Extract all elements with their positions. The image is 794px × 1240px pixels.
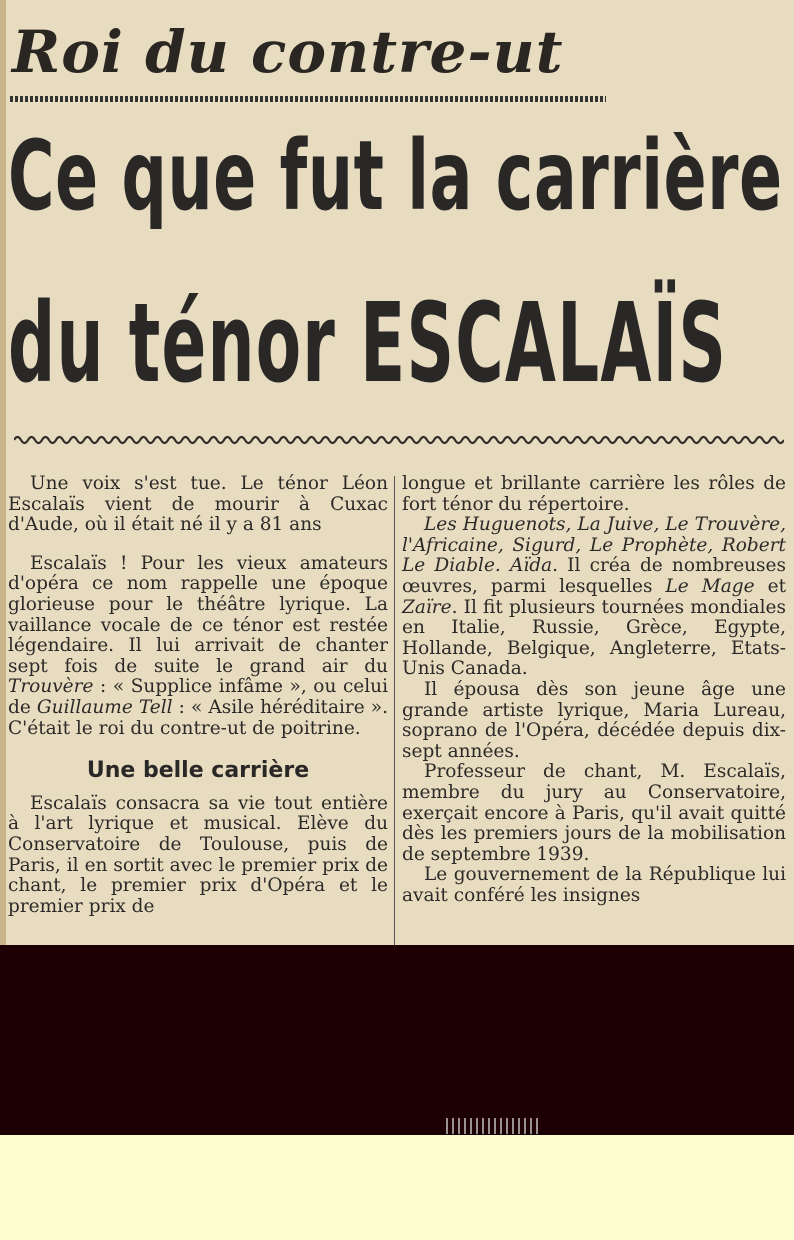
scan-artifact bbox=[446, 1118, 542, 1134]
left-column bbox=[8, 474, 388, 917]
column-divider bbox=[394, 476, 395, 945]
kicker-title: Roi du contre-ut bbox=[12, 18, 564, 86]
dotted-rule bbox=[10, 96, 606, 102]
paragraph: Une voix s'est tue. Le ténor Léon Escalaïs vient de mourir à Cuxac d'Aude, où il était né il y a 81 ans bbox=[8, 473, 388, 536]
right-column bbox=[402, 474, 786, 906]
paragraph: Escalaïs consacra sa vie tout entière à l'art lyrique et musical. Elève du Conservatoire de Toulouse, puis de Paris, il en sortit avec le premier prix de chant, le premier prix d'Opéra et le premier prix de bbox=[8, 792, 388, 917]
opera-title: Le Mage bbox=[665, 575, 755, 597]
paragraph: Escalaïs ! Pour les vieux amateurs d'opéra ce nom rappelle une époque glorieuse pour le théâtre lyrique. La vaillance vocale de ce ténor est restée légendaire. Il lui arrivait de chanter sept fois de suite le grand air du Trouvère : « Supplice infâme », ou celui de Guillaume Tell : « Asile héréditaire ». C'était le roi du contre-ut de poitrine. bbox=[8, 552, 388, 739]
section-subhead: Une belle carrière bbox=[86, 758, 310, 784]
paragraph: Le gouvernement de la République lui avait conféré les insignes bbox=[402, 864, 786, 906]
headline-line-2: du ténor ESCALAÏS bbox=[8, 279, 728, 407]
redacted-area bbox=[0, 945, 794, 1135]
clipping-edge bbox=[0, 0, 6, 945]
opera-title: Trouvère bbox=[8, 676, 94, 698]
paragraph: Les Huguenots, La Juive, Le Trouvère, l'Africaine, Sigurd, Le Prophète, Robert Le Diable. Aïda. Il créa de nombreuses œuvres, parmi lesquelles Le Mage et Zaïre. Il fit plusieurs tournées mondiales en Italie, Russie, Grèce, Egypte, Hollande, Belgique, Angleterre, Etats-Unis Canada. bbox=[402, 514, 786, 680]
opera-title: Guillaume Tell bbox=[36, 696, 173, 718]
wavy-rule bbox=[14, 432, 784, 448]
headline-line-1: Ce que fut la carrière bbox=[8, 120, 783, 232]
opera-title: Zaïre bbox=[402, 596, 452, 618]
paragraph: Il épousa dès son jeune âge une grande artiste lyrique, Maria Lureau, soprano de l'Opéra, décédée depuis dix-sept années. bbox=[402, 678, 786, 762]
paragraph: longue et brillante carrière les rôles de fort ténor du répertoire. bbox=[402, 473, 786, 515]
opera-list: Les Huguenots, La Juive, Le Trouvère, l'Africaine, Sigurd, Le Prophète, Robert Le Diable. Aïda. bbox=[402, 514, 786, 577]
paragraph: Professeur de chant, M. Escalaïs, membre du jury au Conservatoire, exerçait encore à Paris, qu'il avait quitté dès les premiers jours de la mobilisation de septembre 1939. bbox=[402, 761, 786, 865]
